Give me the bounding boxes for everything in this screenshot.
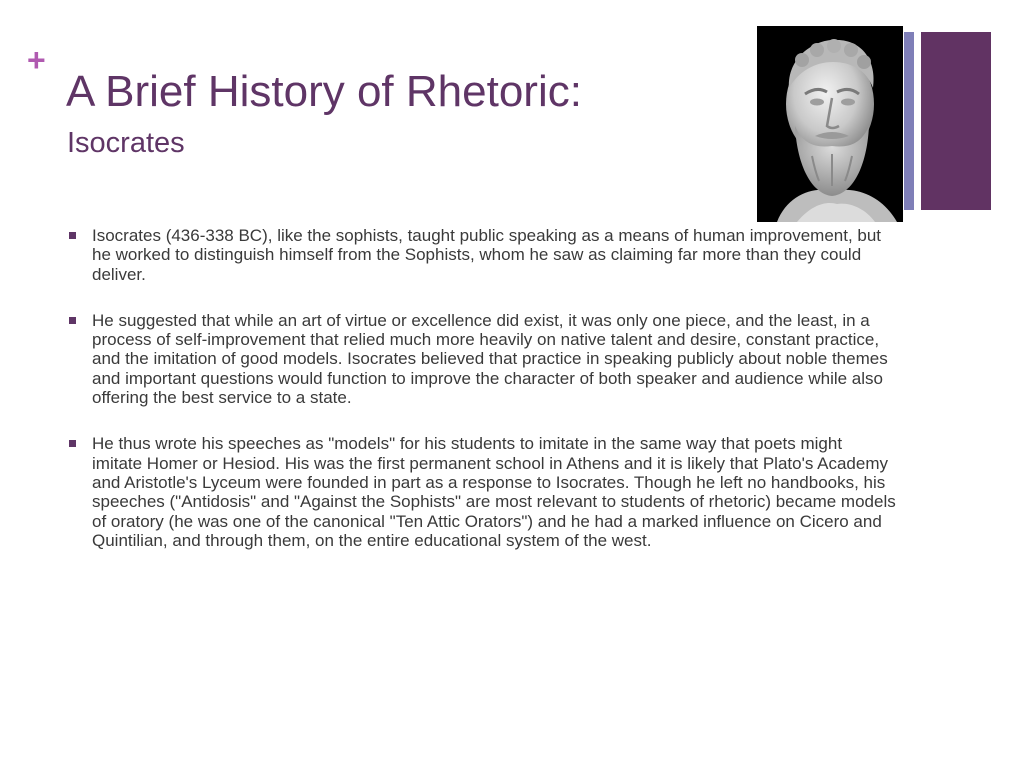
square-bullet-icon: [69, 317, 76, 324]
bullet-list: [66, 226, 896, 577]
bullet-item: [66, 311, 896, 407]
slide-subtitle: Isocrates: [67, 127, 185, 159]
bullet-item: [66, 434, 896, 550]
accent-bar-thin: [904, 32, 914, 210]
bullet-text: He suggested that while an art of virtue or excellence did exist, it was only one piece, and the least, in a process of self-improvement that relied much more heavily on native talent and desire, constant practice, and the imitation of good models. Isocrates believed that practice in speaking publicly about noble themes and important questions would function to improve the character of both speaker and audience while also offering the best service to a state.: [92, 310, 888, 408]
bullet-text: Isocrates (436-338 BC), like the sophists, taught public speaking as a means of human improvement, but he worked to distinguish himself from the Sophists, whom he saw as claiming far more than they could deliver.: [92, 226, 882, 284]
isocrates-portrait-image: [757, 26, 903, 222]
square-bullet-icon: [69, 440, 76, 447]
bullet-item: [66, 226, 896, 284]
bust-illustration: [757, 26, 903, 222]
bullet-text: He thus wrote his speeches as "models" for his students to imitate in the same way that poets might imitate Homer or Hesiod. His was the first permanent school in Athens and it is likely that Plato's Academy and Aristotle's Lyceum were founded in part as a response to Isocrates. Though he left no handbooks, his speeches ("Antidosis" and "Against the Sophists" are most relevant to students of rhetoric) became models of oratory (he was one of the canonical "Ten Attic Orators") and he had a marked influence on Cicero and Quintilian, and through them, on the entire educational system of the west.: [92, 434, 896, 550]
slide-title: A Brief History of Rhetoric:: [66, 67, 582, 116]
plus-icon: +: [27, 42, 46, 78]
accent-bar-block: [921, 32, 991, 210]
square-bullet-icon: [69, 232, 76, 239]
